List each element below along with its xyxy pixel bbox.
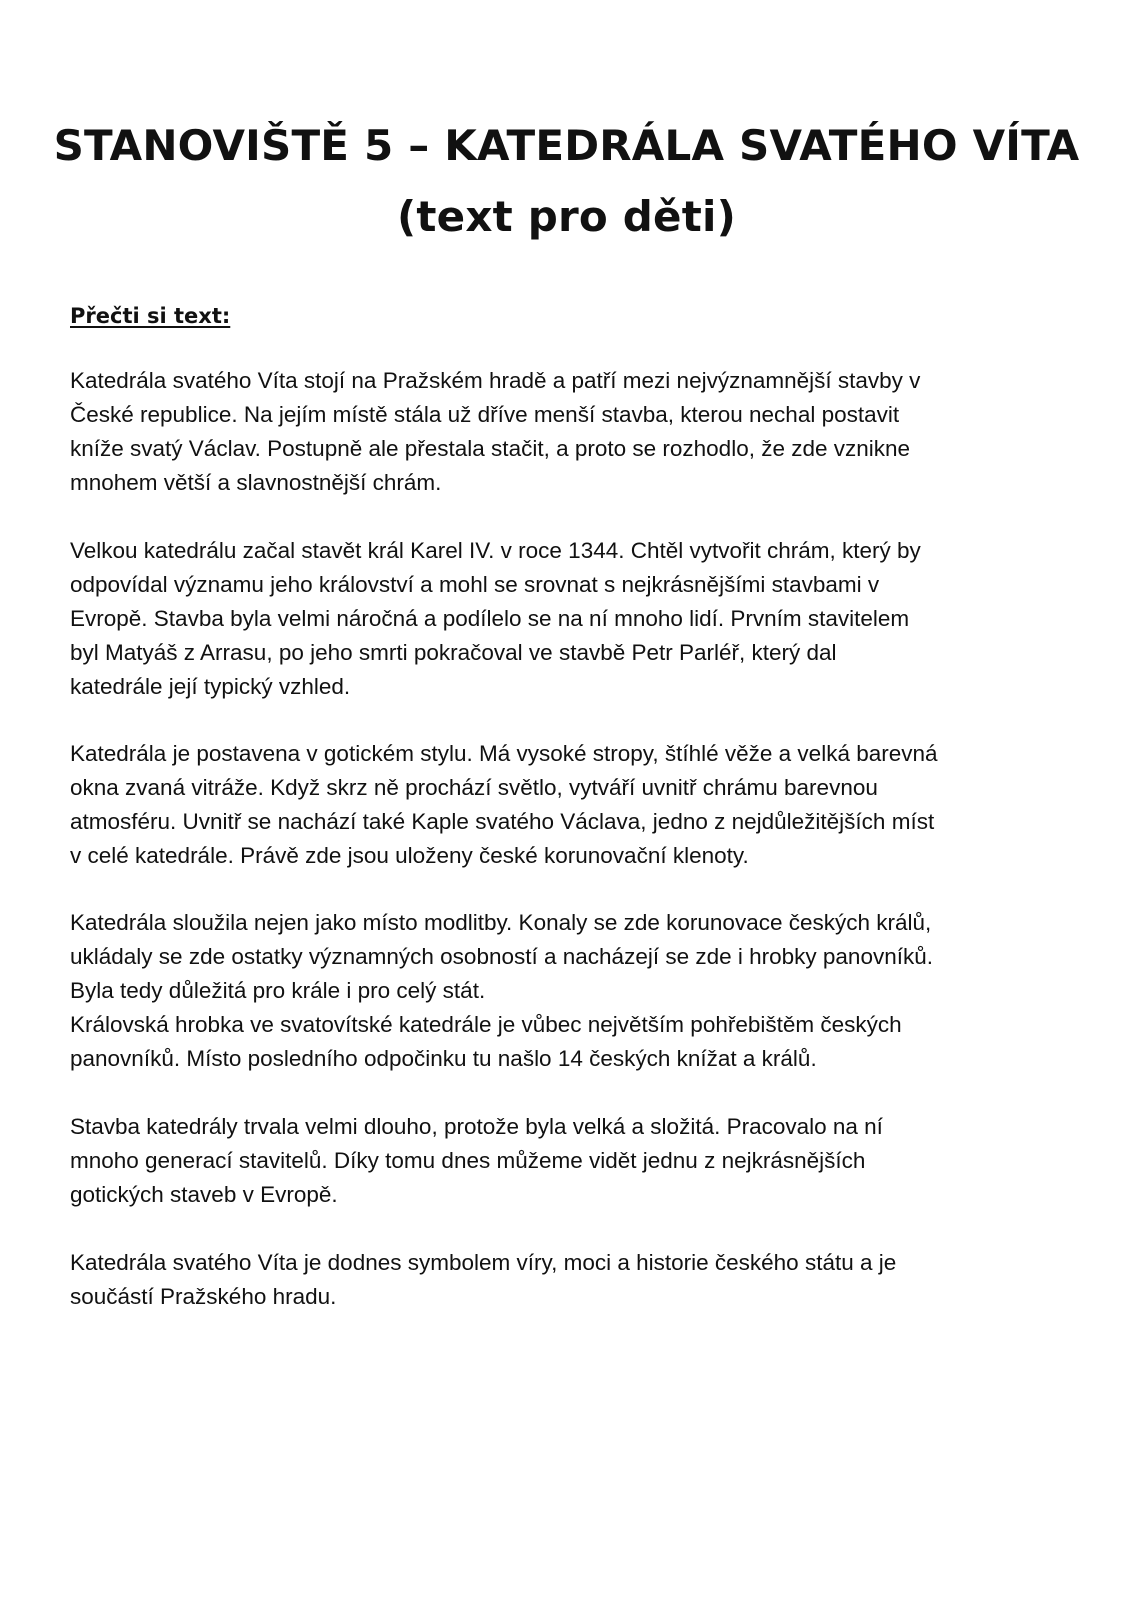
- text-line: kníže svatý Václav. Postupně ale přestala stačit, a proto se rozhodlo, že zde vznikne: [70, 436, 911, 461]
- text-line: Katedrála svatého Víta stojí na Pražském hradě a patří mezi nejvýznamnější stavby v: [70, 368, 921, 393]
- text-line: byl Matyáš z Arrasu, po jeho smrti pokračoval ve stavbě Petr Parléř, který dal: [70, 640, 837, 665]
- text-line: Byla tedy důležitá pro krále i pro celý stát.: [70, 978, 486, 1003]
- text-line: Katedrála svatého Víta je dodnes symbolem víry, moci a historie českého státu a je: [70, 1250, 897, 1275]
- text-line: Stavba katedrály trvala velmi dlouho, protože byla velká a složitá. Pracovalo na ní: [70, 1114, 883, 1139]
- text-line: České republice. Na jejím místě stála už dříve menší stavba, kterou nechal postavit: [70, 402, 900, 427]
- text-line: panovníků. Místo posledního odpočinku tu našlo 14 českých knížat a králů.: [70, 1046, 817, 1071]
- reading-prompt: Přečti si text:: [70, 304, 231, 328]
- text-line: mnohem větší a slavnostnější chrám.: [70, 470, 442, 495]
- text-line: Katedrála je postavena v gotickém stylu. Má vysoké stropy, štíhlé věže a velká barevná: [70, 741, 938, 766]
- text-line: Evropě. Stavba byla velmi náročná a podílelo se na ní mnoho lidí. Prvním stavitelem: [70, 606, 910, 631]
- text-line: katedrále její typický vzhled.: [70, 674, 351, 699]
- page-subtitle: (text pro děti): [396, 192, 737, 241]
- text-line: ukládaly se zde ostatky významných osobností a nacházejí se zde i hrobky panovníků.: [70, 944, 933, 969]
- text-line: Katedrála sloužila nejen jako místo modlitby. Konaly se zde korunovace českých králů,: [70, 910, 932, 935]
- text-line: gotických staveb v Evropě.: [70, 1182, 338, 1207]
- text-line: okna zvaná vitráže. Když skrz ně prochází světlo, vytváří uvnitř chrámu barevnou: [70, 775, 878, 800]
- text-line: mnoho generací stavitelů. Díky tomu dnes můžeme vidět jednu z nejkrásnějších: [70, 1148, 866, 1173]
- text-line: Velkou katedrálu začal stavět král Karel IV. v roce 1344. Chtěl vytvořit chrám, který by: [70, 538, 921, 563]
- text-line: odpovídal významu jeho království a mohl se srovnat s nejkrásnějšími stavbami v: [70, 572, 880, 597]
- text-line: Královská hrobka ve svatovítské katedrále je vůbec největším pohřebištěm českých: [70, 1012, 902, 1037]
- text-line: atmosféru. Uvnitř se nachází také Kaple svatého Václava, jedno z nejdůležitějších míst: [70, 809, 935, 834]
- page-title: STANOVIŠTĚ 5 – KATEDRÁLA SVATÉHO VÍTA: [53, 121, 1080, 170]
- text-line: součástí Pražského hradu.: [70, 1284, 337, 1309]
- text-line: v celé katedrále. Právě zde jsou uloženy české korunovační klenoty.: [70, 843, 749, 868]
